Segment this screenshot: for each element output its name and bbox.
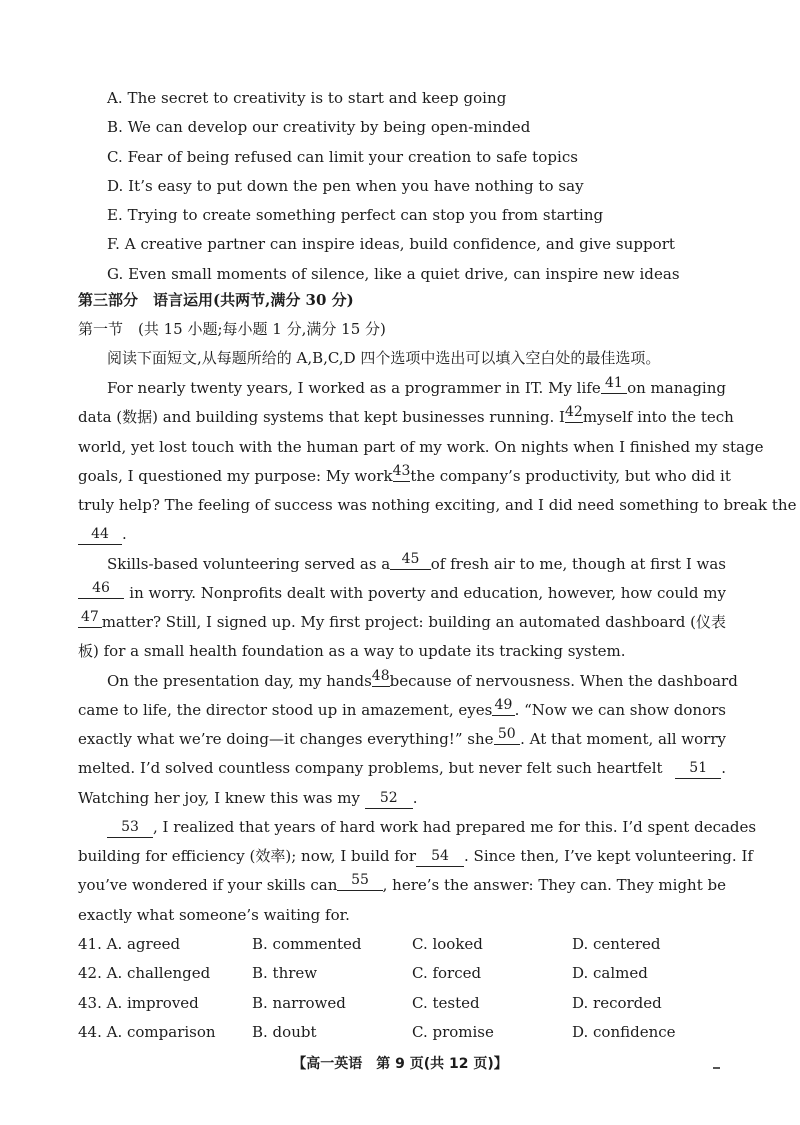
- passage-line: data (数据) and building systems that kept businesses running. I 42 myself into the tech: [78, 404, 734, 427]
- choice-row-43: [78, 989, 758, 1018]
- blank-45[interactable]: 45: [390, 550, 431, 570]
- blank-47[interactable]: 47: [78, 608, 102, 628]
- choice-42-a[interactable]: 42. A. challenged: [78, 964, 211, 983]
- blank-53[interactable]: 53: [107, 818, 153, 838]
- choice-42-b[interactable]: B. threw: [252, 964, 318, 983]
- instruction: 阅读下面短文,从每题所给的 A,B,C,D 四个选项中选出可以填入空白处的最佳选项。: [107, 349, 661, 367]
- blank-43[interactable]: 43: [393, 462, 411, 482]
- choice-43-d[interactable]: D. recorded: [572, 993, 662, 1012]
- blank-48[interactable]: 48: [372, 667, 390, 687]
- option-c: C. Fear of being refused can limit your creation to safe topics: [107, 147, 579, 166]
- choice-43-b[interactable]: B. narrowed: [252, 993, 346, 1012]
- passage-line: 53 , I realized that years of hard work had prepared me for this. I’d spent decades: [78, 813, 726, 842]
- blank-46[interactable]: 46: [78, 579, 124, 599]
- passage-line: goals, I questioned my purpose: My work 43 the company’s productivity, but who did it: [78, 462, 731, 485]
- sentence-options-list: [107, 84, 680, 289]
- blank-54[interactable]: 54: [416, 847, 464, 867]
- passage-line: melted. I’d solved countless company problems, but never felt such heartfelt 51 .: [78, 759, 726, 778]
- passage-line: truly help? The feeling of success was nothing exciting, and I did need something to break the: [78, 496, 797, 514]
- choice-42-c[interactable]: C. forced: [412, 964, 482, 983]
- choice-44-c[interactable]: C. promise: [412, 1022, 494, 1041]
- answer-choices: [78, 930, 758, 1047]
- passage-line: building for efficiency (效率); now, I build for 54 . Since then, I’ve kept volunteering. If: [78, 847, 753, 865]
- choice-41-a[interactable]: 41. A. agreed: [78, 935, 181, 953]
- blank-55[interactable]: 55: [337, 871, 382, 891]
- choice-41-d[interactable]: D. centered: [572, 935, 661, 953]
- choice-43-c[interactable]: C. tested: [412, 993, 480, 1012]
- passage-line: 47 matter? Still, I signed up. My first project: building an automated dashboard (仪表: [78, 608, 726, 637]
- option-a: A. The secret to creativity is to start and keep going: [107, 89, 507, 107]
- corner-mark: [713, 1067, 720, 1069]
- choice-row-42: [78, 959, 758, 988]
- option-d: D. It’s easy to put down the pen when you have nothing to say: [107, 176, 584, 195]
- passage-line: world, yet lost touch with the human part of my work. On nights when I finished my stage: [78, 437, 764, 456]
- choice-42-d[interactable]: D. calmed: [572, 964, 648, 983]
- passage-line: you’ve wondered if your skills can 55 , here’s the answer: They can. They might be: [78, 872, 726, 895]
- blank-44[interactable]: 44: [78, 525, 122, 545]
- blank-51[interactable]: 51: [675, 759, 721, 779]
- passage-line: exactly what we’re doing—it changes everything!” she 50 . At that moment, all worry: [78, 726, 726, 748]
- passage-line: Skills-based volunteering served as a 45 of fresh air to me, though at first I was: [107, 550, 726, 573]
- option-f: F. A creative partner can inspire ideas, build confidence, and give support: [107, 235, 676, 254]
- blank-50[interactable]: 50: [494, 725, 521, 745]
- choice-41-c[interactable]: C. looked: [412, 935, 483, 953]
- passage-line: 44 .: [78, 520, 726, 549]
- passage-line: 46 in worry. Nonprofits dealt with poverty and education, however, how could my: [78, 579, 726, 608]
- blank-49[interactable]: 49: [492, 696, 514, 716]
- passage-line: Watching her joy, I knew this was my 52 .: [78, 788, 418, 807]
- blank-52[interactable]: 52: [365, 789, 413, 809]
- blank-42[interactable]: 42: [565, 403, 583, 423]
- choice-41-b[interactable]: B. commented: [252, 935, 362, 953]
- blank-41[interactable]: 41: [601, 374, 627, 394]
- passage-line: 板) for a small health foundation as a way to update its tracking system.: [78, 642, 626, 661]
- passage-line: For nearly twenty years, I worked as a programmer in IT. My life 41 on managing: [107, 375, 726, 397]
- choice-44-b[interactable]: B. doubt: [252, 1022, 317, 1041]
- passage-line: came to life, the director stood up in amazement, eyes 49 . “Now we can show donors: [78, 696, 726, 719]
- choice-43-a[interactable]: 43. A. improved: [78, 993, 199, 1012]
- option-b: B. We can develop our creativity by being open-minded: [107, 118, 531, 137]
- passage-line: exactly what someone’s waiting for.: [78, 905, 350, 924]
- choice-44-a[interactable]: 44. A. comparison: [78, 1022, 216, 1041]
- option-g: G. Even small moments of silence, like a quiet drive, can inspire new ideas: [107, 264, 680, 283]
- passage-line: On the presentation day, my hands 48 because of nervousness. When the dashboard: [107, 667, 738, 690]
- page-footer: 【高一英语 第 9 页(共 12 页)】: [292, 1056, 508, 1072]
- subsection-title: 第一节 (共 15 小题;每小题 1 分,满分 15 分): [78, 320, 386, 338]
- section-title: 第三部分 语言运用(共两节,满分 30 分): [78, 291, 354, 309]
- choice-44-d[interactable]: D. confidence: [572, 1022, 676, 1041]
- choice-row-44: [78, 1018, 758, 1047]
- option-e: E. Trying to create something perfect can stop you from starting: [107, 206, 604, 225]
- choice-row-41: [78, 930, 758, 959]
- cloze-passage: [78, 374, 797, 930]
